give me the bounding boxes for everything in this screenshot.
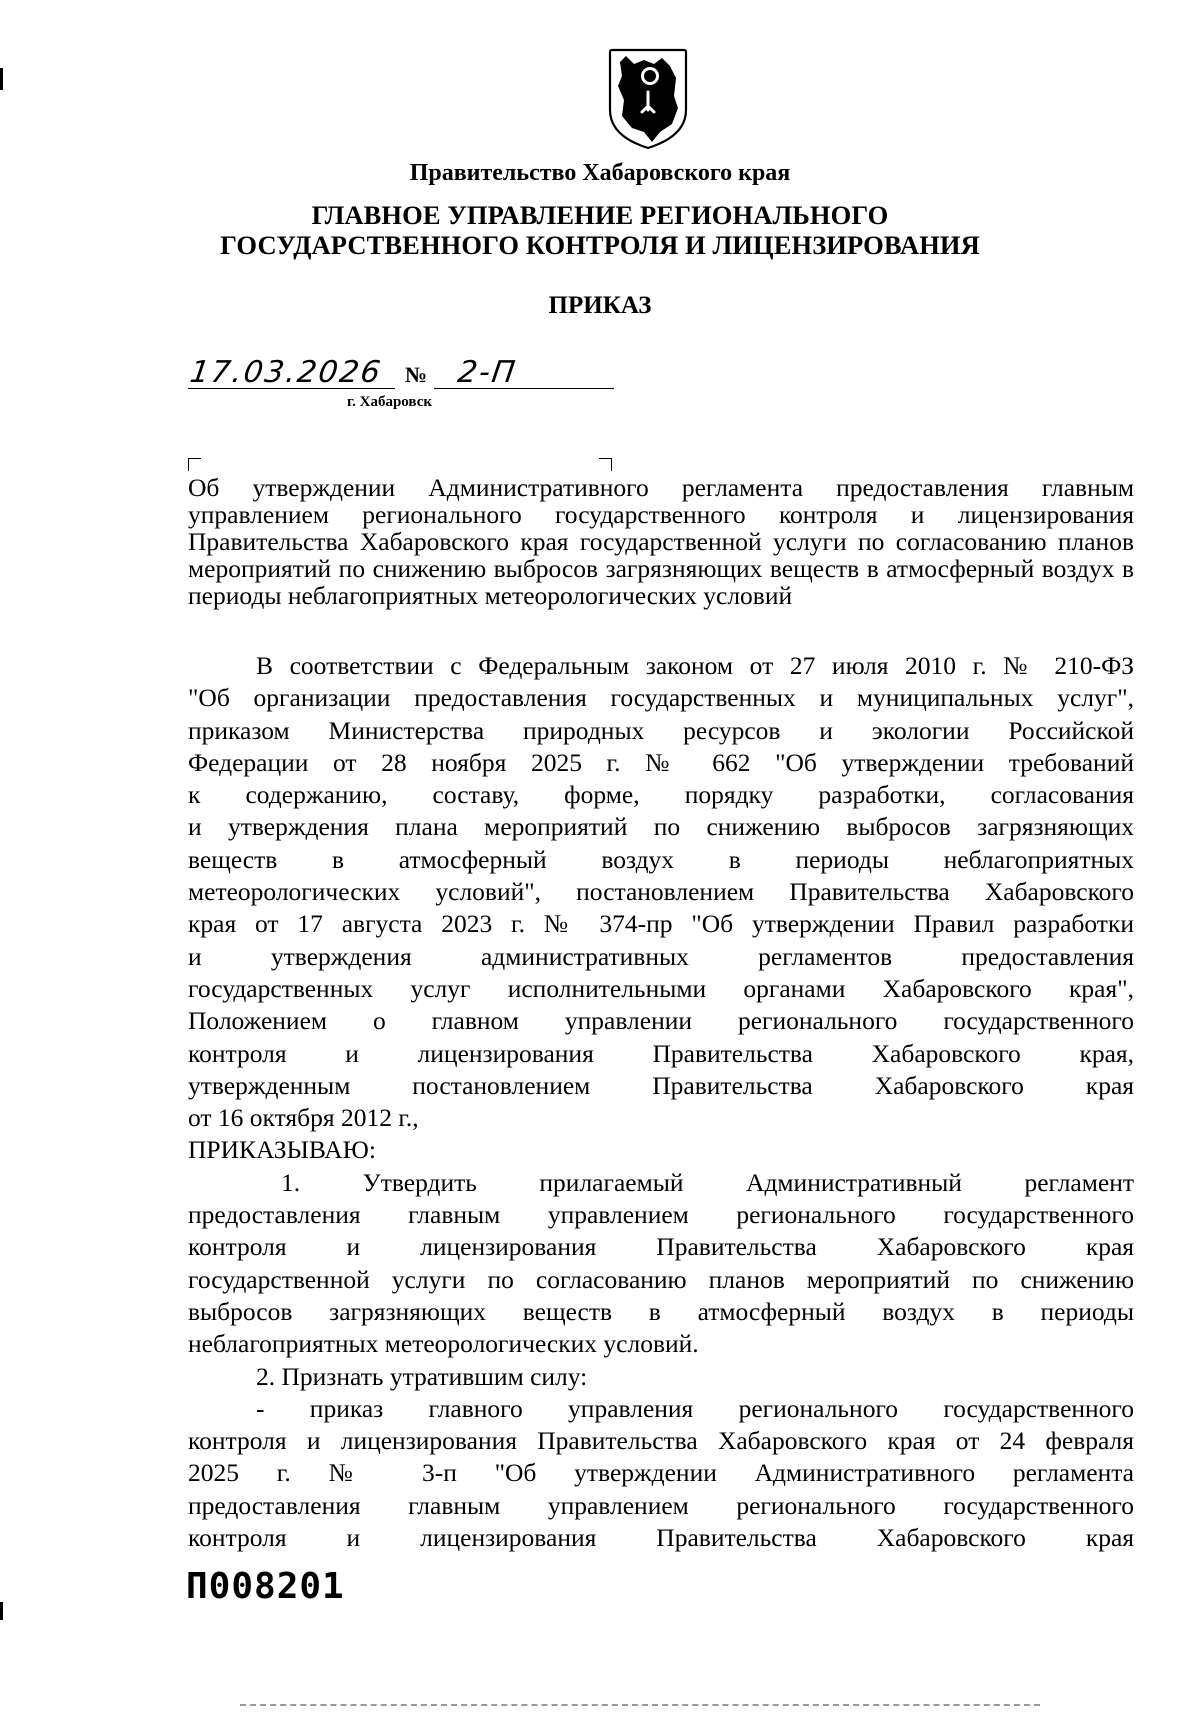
city-name: г. Хабаровск [347,394,433,410]
text-line: - приказ главного управления регионального государственного [256,1393,1134,1423]
text-line: Федерации от 28 ноября 2025 г. № 662 "Об утверждении требований [188,747,1134,777]
text-line: приказом Министерства природных ресурсов и экологии Российской [188,715,1134,745]
text-line: предоставления главным управлением регионального государственного [188,1200,1134,1230]
text-line: и утверждения административных регламентов предоставления [188,941,1134,971]
item-2-sub [188,1393,1134,1554]
coat-of-arms-icon [606,46,690,150]
item-2-heading: 2. Признать утратившим силу: [256,1361,588,1391]
text-line: веществ в атмосферный воздух в периоды неблагоприятных [188,844,1134,874]
title-corner-right [599,458,612,471]
text-line: 1. Утвердить прилагаемый Административный регламент [281,1167,1134,1197]
order-body [188,650,1134,1554]
scan-margin-mark [0,1602,3,1620]
order-title: Об утверждении Административного регламента предоставления главным управлением регионального государственного контроля и лицензирования Правительства Хабаровского края государственной услуги по согласованию планов мероприятий по снижению выбросов загрязняющих веществ в атмосферный воздух в периоды неблагоприятных метеорологических условий [188,473,1134,610]
order-word: ПРИКАЗЫВАЮ: [188,1135,376,1165]
preamble [188,650,1134,1134]
text-line: контроля и лицензирования Правительства Хабаровского края [188,1232,1134,1262]
text-line: и утверждения плана мероприятий по снижению выбросов загрязняющих [188,812,1134,842]
scan-margin-mark [0,68,3,90]
text-line: контроля и лицензирования Правительства Хабаровского края, [188,1038,1134,1068]
title-corner-left [188,458,201,471]
scan-edge-noise [240,1704,1040,1708]
text-line: государственных услуг исполнительными органами Хабаровского края", [188,973,1134,1003]
department-line: ГОСУДАРСТВЕННОГО КОНТРОЛЯ И ЛИЦЕНЗИРОВАНИЯ [220,230,980,260]
text-line: предоставления главным управлением регионального государственного [188,1490,1134,1520]
text-line: 2025 г. № 3-п "Об утверждении Административного регламента [188,1458,1134,1488]
department-name [0,200,1200,260]
text-line: государственной услуги по согласованию планов мероприятий по снижению [188,1264,1134,1294]
document-type: ПРИКАЗ [548,292,652,319]
text-line: выбросов загрязняющих веществ в атмосферный воздух в периоды [188,1296,1134,1326]
number-sign: № [405,362,428,387]
text-line: от 16 октября 2012 г., [188,1103,419,1133]
text-line: В соответствии с Федеральным законом от 27 июля 2010 г. № 210-ФЗ [256,651,1134,680]
text-line: к содержанию, составу, форме, порядку разработки, согласования [188,780,1134,810]
text-line: контроля и лицензирования Правительства Хабаровского края от 24 февраля [188,1426,1134,1456]
text-line: края от 17 августа 2023 г. № 374-пр "Об утверждении Правил разработки [188,909,1134,939]
text-line: контроля и лицензирования Правительства Хабаровского края [188,1523,1134,1553]
order-number: 2-П [455,355,520,390]
text-line: метеорологических условий", постановлением Правительства Хабаровского [188,877,1134,907]
department-line: ГЛАВНОЕ УПРАВЛЕНИЕ РЕГИОНАЛЬНОГО [311,200,889,230]
text-line: Положением о главном управлении регионального государственного [188,1006,1134,1036]
form-number: П008201 [186,1566,345,1607]
order-date: 17.03.2026 [187,355,385,390]
text-line: неблагоприятных метеорологических условий. [188,1329,699,1359]
government-name: Правительство Хабаровского края [409,160,791,186]
text-line: утвержденным постановлением Правительства Хабаровского края [188,1070,1134,1100]
item-1 [188,1167,1134,1361]
text-line: "Об организации предоставления государственных и муниципальных услуг", [188,683,1134,713]
